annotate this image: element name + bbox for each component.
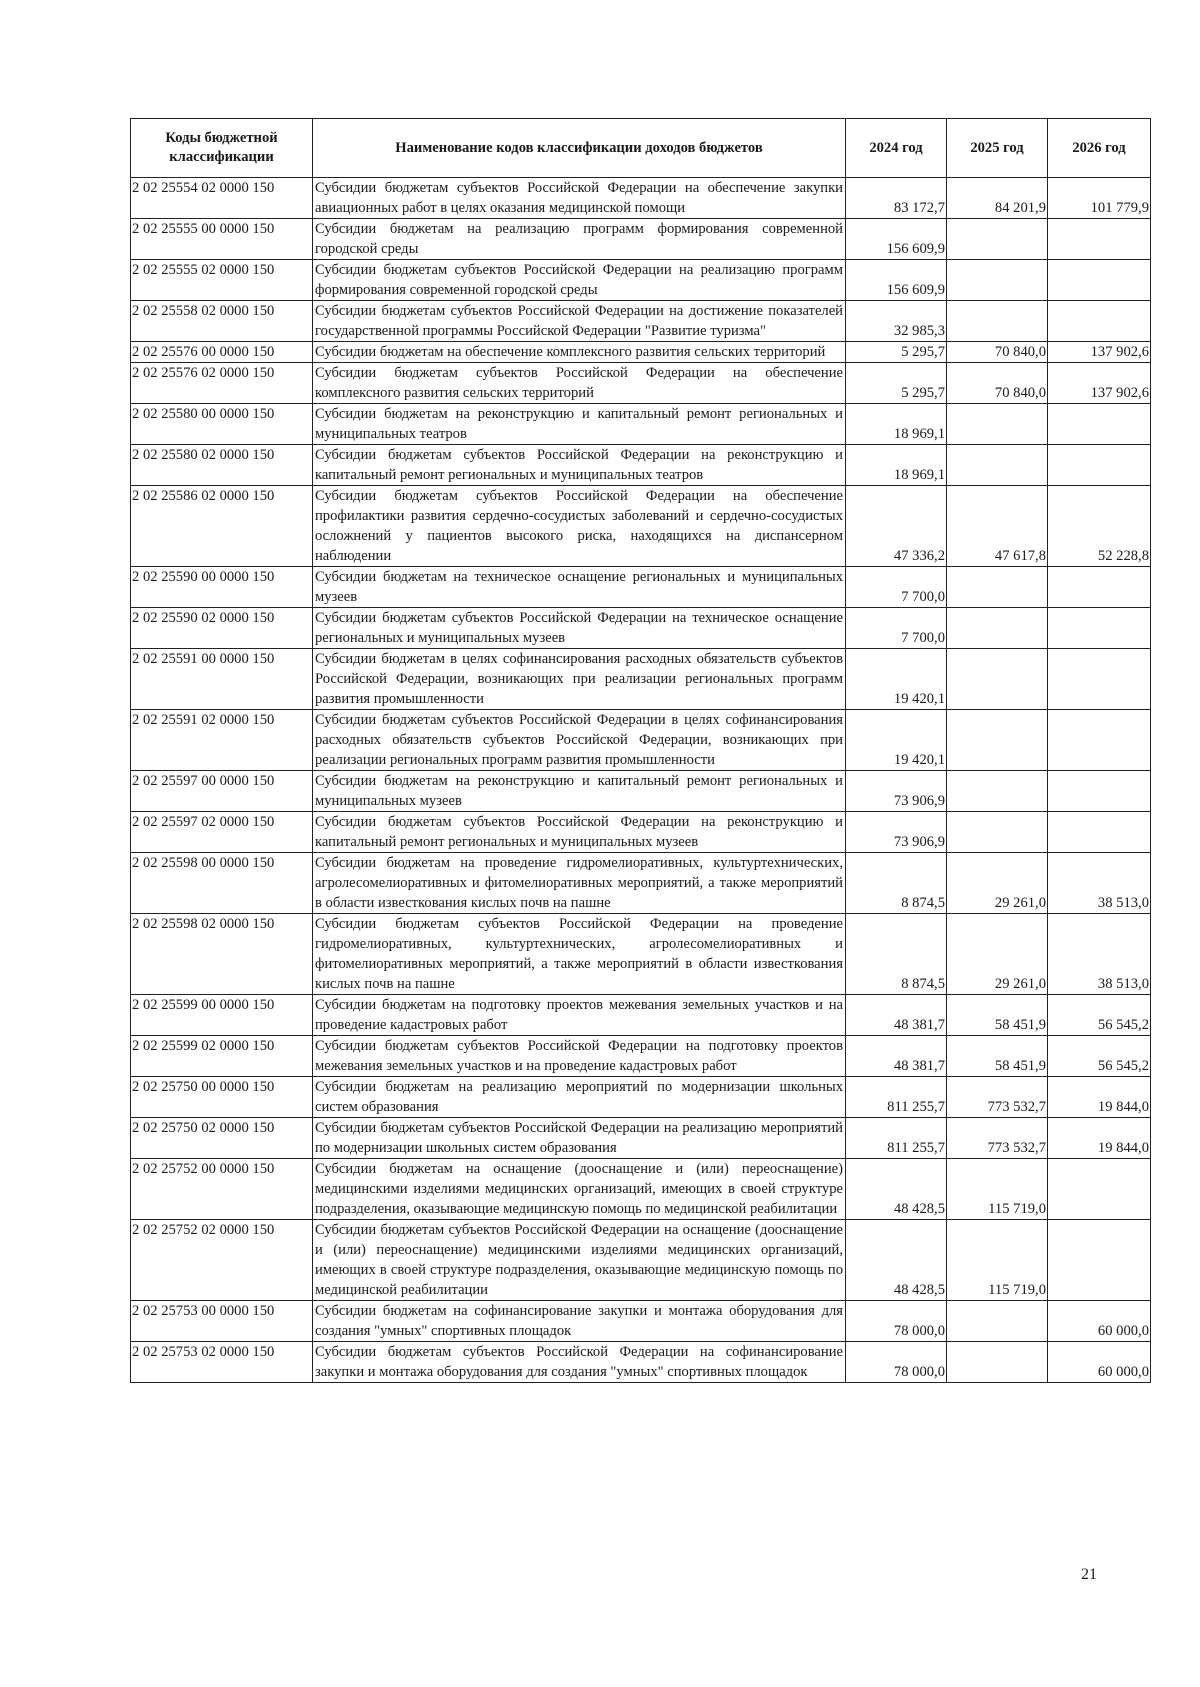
row-value-2025 [947, 404, 1048, 445]
row-value-2025 [947, 260, 1048, 301]
row-name: Субсидии бюджетам на реализацию программ формирования современной городской среды [313, 219, 846, 260]
row-code: 2 02 25580 00 0000 150 [131, 404, 313, 445]
header-2025: 2025 год [947, 119, 1048, 178]
row-value-2025 [947, 1301, 1048, 1342]
row-name: Субсидии бюджетам субъектов Российской Федерации на реализацию мероприятий по модернизации школьных систем образования [313, 1118, 846, 1159]
row-name: Субсидии бюджетам субъектов Российской Федерации на реконструкцию и капитальный ремонт региональных и муниципальных музеев [313, 812, 846, 853]
row-name: Субсидии бюджетам на оснащение (дооснащение и (или) переоснащение) медицинскими изделиями медицинских организаций, имеющих в своей структуре подразделения, оказывающие медицинскую помощь по медицинской реабилитации [313, 1159, 846, 1220]
table-row [131, 1342, 1151, 1383]
row-value-2026: 19 844,0 [1048, 1077, 1151, 1118]
table-row [131, 567, 1151, 608]
row-value-2024: 19 420,1 [846, 710, 947, 771]
page-number: 21 [1081, 1566, 1097, 1583]
row-name: Субсидии бюджетам на подготовку проектов межевания земельных участков и на проведение кадастровых работ [313, 995, 846, 1036]
header-2024: 2024 год [846, 119, 947, 178]
row-name: Субсидии бюджетам субъектов Российской Федерации на обеспечение комплексного развития сельских территорий [313, 363, 846, 404]
table-row [131, 1036, 1151, 1077]
row-value-2024: 811 255,7 [846, 1077, 947, 1118]
table-row [131, 608, 1151, 649]
row-value-2026 [1048, 301, 1151, 342]
row-name: Субсидии бюджетам на проведение гидромелиоративных, культуртехнических, агролесомелиоративных и фитомелиоративных мероприятий, а также мероприятий в области известкования кислых почв на пашне [313, 853, 846, 914]
row-value-2025 [947, 445, 1048, 486]
row-value-2024: 5 295,7 [846, 342, 947, 363]
row-value-2026 [1048, 771, 1151, 812]
row-value-2024: 78 000,0 [846, 1342, 947, 1383]
row-value-2024: 32 985,3 [846, 301, 947, 342]
row-value-2026 [1048, 260, 1151, 301]
row-code: 2 02 25558 02 0000 150 [131, 301, 313, 342]
row-value-2026 [1048, 404, 1151, 445]
table-row [131, 1118, 1151, 1159]
row-value-2024: 8 874,5 [846, 853, 947, 914]
row-code: 2 02 25598 00 0000 150 [131, 853, 313, 914]
row-code: 2 02 25555 02 0000 150 [131, 260, 313, 301]
row-value-2024: 48 381,7 [846, 995, 947, 1036]
row-value-2025 [947, 219, 1048, 260]
table-row [131, 219, 1151, 260]
row-value-2024: 811 255,7 [846, 1118, 947, 1159]
row-value-2026 [1048, 219, 1151, 260]
row-name: Субсидии бюджетам субъектов Российской Федерации на достижение показателей государственной программы Российской Федерации "Развитие туризма" [313, 301, 846, 342]
row-name: Субсидии бюджетам субъектов Российской Федерации в целях софинансирования расходных обязательств субъектов Российской Федерации, возникающих при реализации региональных программ развития промышленности [313, 710, 846, 771]
row-code: 2 02 25753 02 0000 150 [131, 1342, 313, 1383]
table-row [131, 914, 1151, 995]
row-code: 2 02 25586 02 0000 150 [131, 486, 313, 567]
row-name: Субсидии бюджетам на реконструкцию и капитальный ремонт региональных и муниципальных театров [313, 404, 846, 445]
row-code: 2 02 25554 02 0000 150 [131, 178, 313, 219]
row-value-2026: 56 545,2 [1048, 995, 1151, 1036]
row-code: 2 02 25580 02 0000 150 [131, 445, 313, 486]
row-code: 2 02 25752 02 0000 150 [131, 1220, 313, 1301]
row-value-2025: 70 840,0 [947, 342, 1048, 363]
row-code: 2 02 25753 00 0000 150 [131, 1301, 313, 1342]
row-value-2024: 18 969,1 [846, 404, 947, 445]
row-value-2026 [1048, 710, 1151, 771]
row-value-2025: 58 451,9 [947, 1036, 1048, 1077]
row-value-2025 [947, 301, 1048, 342]
table-row [131, 1301, 1151, 1342]
row-value-2026 [1048, 649, 1151, 710]
table-row [131, 1220, 1151, 1301]
row-value-2025: 29 261,0 [947, 853, 1048, 914]
table-header-row [131, 119, 1151, 178]
table-row [131, 649, 1151, 710]
row-value-2024: 7 700,0 [846, 608, 947, 649]
row-value-2025 [947, 1342, 1048, 1383]
row-name: Субсидии бюджетам субъектов Российской Федерации на реконструкцию и капитальный ремонт региональных и муниципальных театров [313, 445, 846, 486]
row-value-2025 [947, 710, 1048, 771]
row-value-2025: 773 532,7 [947, 1077, 1048, 1118]
row-code: 2 02 25576 00 0000 150 [131, 342, 313, 363]
row-name: Субсидии бюджетам субъектов Российской Федерации на реализацию программ формирования современной городской среды [313, 260, 846, 301]
header-name: Наименование кодов классификации доходов бюджетов [313, 119, 846, 178]
row-value-2026 [1048, 1220, 1151, 1301]
row-value-2024: 5 295,7 [846, 363, 947, 404]
row-name: Субсидии бюджетам в целях софинансирования расходных обязательств субъектов Российской Федерации, возникающих при реализации региональных программ развития промышленности [313, 649, 846, 710]
row-code: 2 02 25576 02 0000 150 [131, 363, 313, 404]
table-body [131, 178, 1151, 1383]
row-value-2025: 84 201,9 [947, 178, 1048, 219]
row-code: 2 02 25750 00 0000 150 [131, 1077, 313, 1118]
row-name: Субсидии бюджетам на софинансирование закупки и монтажа оборудования для создания "умных" спортивных площадок [313, 1301, 846, 1342]
row-value-2026: 38 513,0 [1048, 914, 1151, 995]
row-code: 2 02 25555 00 0000 150 [131, 219, 313, 260]
row-value-2025: 115 719,0 [947, 1159, 1048, 1220]
row-value-2024: 83 172,7 [846, 178, 947, 219]
row-value-2025: 29 261,0 [947, 914, 1048, 995]
table-row [131, 445, 1151, 486]
row-code: 2 02 25599 00 0000 150 [131, 995, 313, 1036]
row-value-2026: 19 844,0 [1048, 1118, 1151, 1159]
table-row [131, 1077, 1151, 1118]
row-value-2026 [1048, 608, 1151, 649]
row-value-2025 [947, 567, 1048, 608]
row-value-2026: 60 000,0 [1048, 1301, 1151, 1342]
row-code: 2 02 25597 00 0000 150 [131, 771, 313, 812]
row-value-2026 [1048, 567, 1151, 608]
table-row [131, 812, 1151, 853]
row-value-2025 [947, 812, 1048, 853]
row-name: Субсидии бюджетам субъектов Российской Федерации на оснащение (дооснащение и (или) переоснащение) медицинскими изделиями медицинских организаций, имеющих в своей структуре подразделения, оказывающие медицинскую помощь по медицинской реабилитации [313, 1220, 846, 1301]
row-code: 2 02 25590 00 0000 150 [131, 567, 313, 608]
row-value-2024: 47 336,2 [846, 486, 947, 567]
row-code: 2 02 25598 02 0000 150 [131, 914, 313, 995]
row-code: 2 02 25591 00 0000 150 [131, 649, 313, 710]
table-row [131, 486, 1151, 567]
row-code: 2 02 25599 02 0000 150 [131, 1036, 313, 1077]
row-value-2026 [1048, 1159, 1151, 1220]
row-name: Субсидии бюджетам субъектов Российской Федерации на софинансирование закупки и монтажа оборудования для создания "умных" спортивных площадок [313, 1342, 846, 1383]
row-code: 2 02 25590 02 0000 150 [131, 608, 313, 649]
table-row [131, 853, 1151, 914]
row-value-2024: 8 874,5 [846, 914, 947, 995]
row-value-2024: 48 381,7 [846, 1036, 947, 1077]
row-value-2026: 38 513,0 [1048, 853, 1151, 914]
row-value-2025 [947, 771, 1048, 812]
row-value-2025: 115 719,0 [947, 1220, 1048, 1301]
row-name: Субсидии бюджетам субъектов Российской Федерации на подготовку проектов межевания земельных участков и на проведение кадастровых работ [313, 1036, 846, 1077]
table-row [131, 342, 1151, 363]
table-row [131, 995, 1151, 1036]
row-value-2025: 47 617,8 [947, 486, 1048, 567]
row-value-2024: 156 609,9 [846, 219, 947, 260]
row-name: Субсидии бюджетам субъектов Российской Федерации на обеспечение закупки авиационных работ в целях оказания медицинской помощи [313, 178, 846, 219]
table-row [131, 404, 1151, 445]
row-value-2024: 48 428,5 [846, 1159, 947, 1220]
row-value-2024: 18 969,1 [846, 445, 947, 486]
row-name: Субсидии бюджетам субъектов Российской Федерации на проведение гидромелиоративных, культуртехнических, агролесомелиоративных и фитомелиоративных мероприятий, а также мероприятий в области известкования кислых почв на пашне [313, 914, 846, 995]
table-row [131, 1159, 1151, 1220]
row-name: Субсидии бюджетам субъектов Российской Федерации на обеспечение профилактики развития сердечно-сосудистых заболеваний и сердечно-сосудистых осложнений у пациентов высокого риска, находящихся на диспансерном наблюдении [313, 486, 846, 567]
table-row [131, 178, 1151, 219]
row-value-2026: 137 902,6 [1048, 342, 1151, 363]
row-value-2025 [947, 649, 1048, 710]
row-value-2026: 101 779,9 [1048, 178, 1151, 219]
header-2026: 2026 год [1048, 119, 1151, 178]
row-value-2026 [1048, 445, 1151, 486]
row-value-2025 [947, 608, 1048, 649]
row-name: Субсидии бюджетам на техническое оснащение региональных и муниципальных музеев [313, 567, 846, 608]
table-row [131, 363, 1151, 404]
row-name: Субсидии бюджетам субъектов Российской Федерации на техническое оснащение региональных и муниципальных музеев [313, 608, 846, 649]
row-value-2024: 73 906,9 [846, 771, 947, 812]
row-value-2025: 70 840,0 [947, 363, 1048, 404]
row-code: 2 02 25750 02 0000 150 [131, 1118, 313, 1159]
header-code: Коды бюджетной классификации [131, 119, 313, 178]
row-code: 2 02 25752 00 0000 150 [131, 1159, 313, 1220]
row-value-2025: 773 532,7 [947, 1118, 1048, 1159]
row-value-2024: 19 420,1 [846, 649, 947, 710]
row-value-2024: 48 428,5 [846, 1220, 947, 1301]
row-value-2025: 58 451,9 [947, 995, 1048, 1036]
table-row [131, 710, 1151, 771]
row-value-2026: 60 000,0 [1048, 1342, 1151, 1383]
table-row [131, 260, 1151, 301]
table-row [131, 771, 1151, 812]
row-code: 2 02 25597 02 0000 150 [131, 812, 313, 853]
row-value-2026: 137 902,6 [1048, 363, 1151, 404]
row-value-2026: 52 228,8 [1048, 486, 1151, 567]
row-value-2024: 78 000,0 [846, 1301, 947, 1342]
table-row [131, 301, 1151, 342]
budget-classification-table [130, 118, 1151, 1383]
row-code: 2 02 25591 02 0000 150 [131, 710, 313, 771]
row-name: Субсидии бюджетам на обеспечение комплексного развития сельских территорий [313, 342, 846, 363]
row-name: Субсидии бюджетам на реконструкцию и капитальный ремонт региональных и муниципальных музеев [313, 771, 846, 812]
row-value-2024: 7 700,0 [846, 567, 947, 608]
row-value-2026: 56 545,2 [1048, 1036, 1151, 1077]
row-value-2024: 73 906,9 [846, 812, 947, 853]
row-value-2026 [1048, 812, 1151, 853]
row-value-2024: 156 609,9 [846, 260, 947, 301]
row-name: Субсидии бюджетам на реализацию мероприятий по модернизации школьных систем образования [313, 1077, 846, 1118]
